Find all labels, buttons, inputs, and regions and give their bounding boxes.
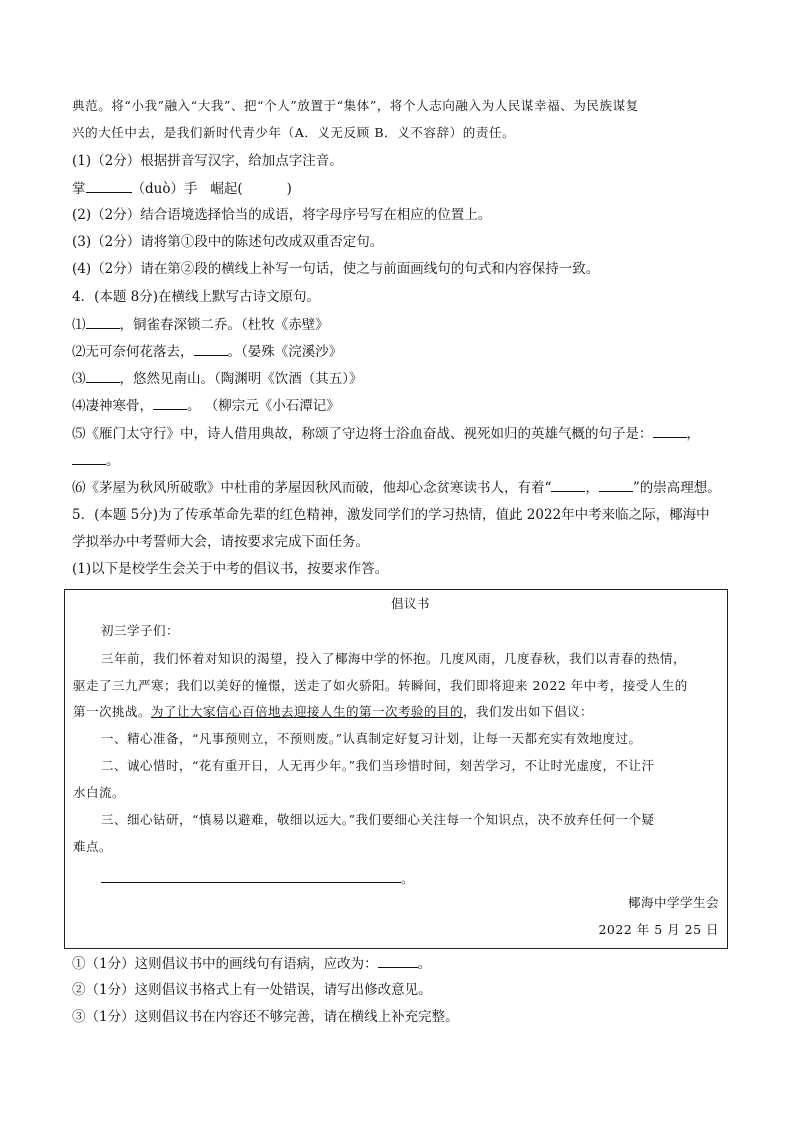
q4-l6-post: ”的崇高理想。 (632, 480, 721, 496)
proposal-letter-box (64, 589, 728, 949)
q4-l5-end: 。 (106, 453, 120, 469)
answer-blank[interactable] (86, 178, 132, 193)
q3-part2: (2)（2分）结合语境选择恰当的成语，将字母序号写在相应的位置上。 (72, 207, 492, 223)
answer-blank[interactable] (153, 395, 187, 410)
answer-blank[interactable] (101, 868, 401, 883)
q4-title: 4．(本题 8分)在横线上默写古诗文原句。 (72, 289, 321, 305)
letter-p1-line3 (73, 703, 593, 721)
letter-blank-end: 。 (401, 871, 415, 886)
task-1-text: ①（1分）这则倡议书中的画线句有语病，应改为： (72, 956, 378, 972)
task-1 (72, 953, 431, 974)
q4-l6-mid: ， (585, 480, 599, 496)
q3-part3: (3)（2分）请将第①段中的陈述句改成双重否定句。 (72, 234, 384, 250)
q3-close: ) (286, 181, 292, 197)
task-3: ③（1分）这则倡议书在内容还不够完善，请在横线上补充完整。 (72, 1009, 459, 1025)
q4-l5-text: ⑸《雁门太守行》中，诗人借用典故，称颂了守边将士浴血奋战、视死如归的英雄气概的句子是： (72, 426, 653, 442)
answer-blank[interactable] (653, 423, 687, 438)
task-1-end: 。 (417, 956, 432, 972)
q4-l6-pre: ⑹《茅屋为秋风所破歌》中杜甫的茅屋因秋风而破，他却心念贫寒读书人，有着“ (72, 480, 552, 496)
q4-line-2 (72, 341, 342, 362)
letter-p1-line2: 驱走了三九严寒；我们以美好的憧憬，送走了如火骄阳。转瞬间，我们即将迎来 2022 年中考，接受人生的 (73, 678, 688, 693)
letter-p1c-pre: 第一次挑战。 (73, 704, 152, 719)
q5-line-3: (1)以下是校学生会关于中考的倡议书，按要求作答。 (72, 561, 389, 577)
q4-l5-comma: ， (686, 426, 700, 442)
q4-l1-post: ，铜雀春深锁二乔。（杜牧《赤壁》 (119, 317, 329, 333)
q3-part1: (1)（2分）根据拼音写汉字，给加点字注音。 (72, 153, 343, 169)
q4-line-4 (72, 395, 340, 416)
intro-line-1: 典范。将“小我”融入“大我”、把“个人”放置于“集体”，将个人志向融入为人民谋幸福、为民族谋复 (72, 98, 639, 113)
q4-line-1 (72, 314, 329, 335)
q3-word: 崛起( (210, 181, 243, 197)
q5-line-1: 5．(本题 5分)为了传承革命先辈的红色精神，激发同学们的学习热情，值此 2022年中考来临之际，椰海中 (72, 507, 710, 523)
q5-line-2: 学拟举办中考誓师大会，请按要求完成下面任务。 (72, 534, 369, 550)
letter-p3-line1: 二、诚心惜时，“花有重开日，人无再少年。”我们当珍惜时间，刻苦学习，不让时光虚度，不让汗 (101, 758, 655, 773)
answer-blank[interactable] (378, 953, 418, 968)
letter-underlined-sentence: 为了让大家信心百倍地去迎接人生的第一次考验的目的 (151, 704, 464, 719)
q4-line-6 (72, 477, 721, 498)
answer-blank[interactable] (86, 314, 120, 329)
letter-title: 倡议书 (391, 596, 431, 611)
q4-l2-pre: ⑵无可奈何花落去， (72, 344, 194, 360)
answer-blank[interactable] (599, 477, 633, 492)
letter-date: 2022 年 5 月 25 日 (598, 922, 719, 937)
q3-part1-answer (72, 178, 292, 199)
letter-p1c-post: ，我们发出如下倡议： (463, 704, 594, 719)
letter-p2: 一、精心准备，“凡事预则立，不预则废。”认真制定好复习计划，让每一天都充实有效地度过。 (101, 731, 642, 746)
letter-signature: 椰海中学学生会 (627, 895, 719, 910)
q4-l4-pre: ⑷凄神寒骨， (72, 398, 153, 414)
q3-pinyin: （duò）手 (131, 181, 198, 197)
q4-line-3 (72, 368, 363, 389)
answer-blank[interactable] (551, 477, 585, 492)
q3-char: 掌 (72, 181, 86, 197)
q3-part4: (4)（2分）请在第②段的横线上补写一句话，使之与前面画线句的句式和内容保持一致。 (72, 261, 600, 277)
letter-p3-line2: 水白流。 (73, 785, 126, 800)
letter-p1-line1: 三年前，我们怀着对知识的渴望，投入了椰海中学的怀抱。几度风雨，几度春秋，我们以青春的热情， (101, 651, 687, 666)
q4-l3-post: ，悠然见南山。（陶渊明《饮酒（其五）》 (119, 371, 363, 387)
answer-blank[interactable] (72, 450, 106, 465)
answer-blank[interactable] (86, 368, 120, 383)
letter-greeting: 初三学子们： (101, 623, 180, 638)
q4-line-5b (72, 450, 120, 471)
task-2: ②（1分）这则倡议书格式上有一处错误，请写出修改意见。 (72, 982, 432, 998)
q4-l4-post: 。 （柳宗元《小石潭记》 (187, 398, 340, 414)
q4-line-5 (72, 423, 700, 444)
intro-line-2: 兴的大任中去，是我们新时代青少年（A．义无反顾 B．义不容辞）的责任。 (72, 125, 516, 140)
letter-p4-line2: 难点。 (73, 839, 113, 854)
q4-l3-pre: ⑶ (72, 371, 86, 387)
answer-blank[interactable] (194, 341, 228, 356)
letter-blank-line (101, 868, 414, 888)
letter-p4-line1: 三、细心钻研，“慎易以避难，敬细以远大。”我们要细心关注每一个知识点，决不放弃任何一个疑 (101, 812, 655, 827)
q4-l1-pre: ⑴ (72, 317, 86, 333)
q4-l2-post: 。（晏殊《浣溪沙》 (227, 344, 343, 360)
